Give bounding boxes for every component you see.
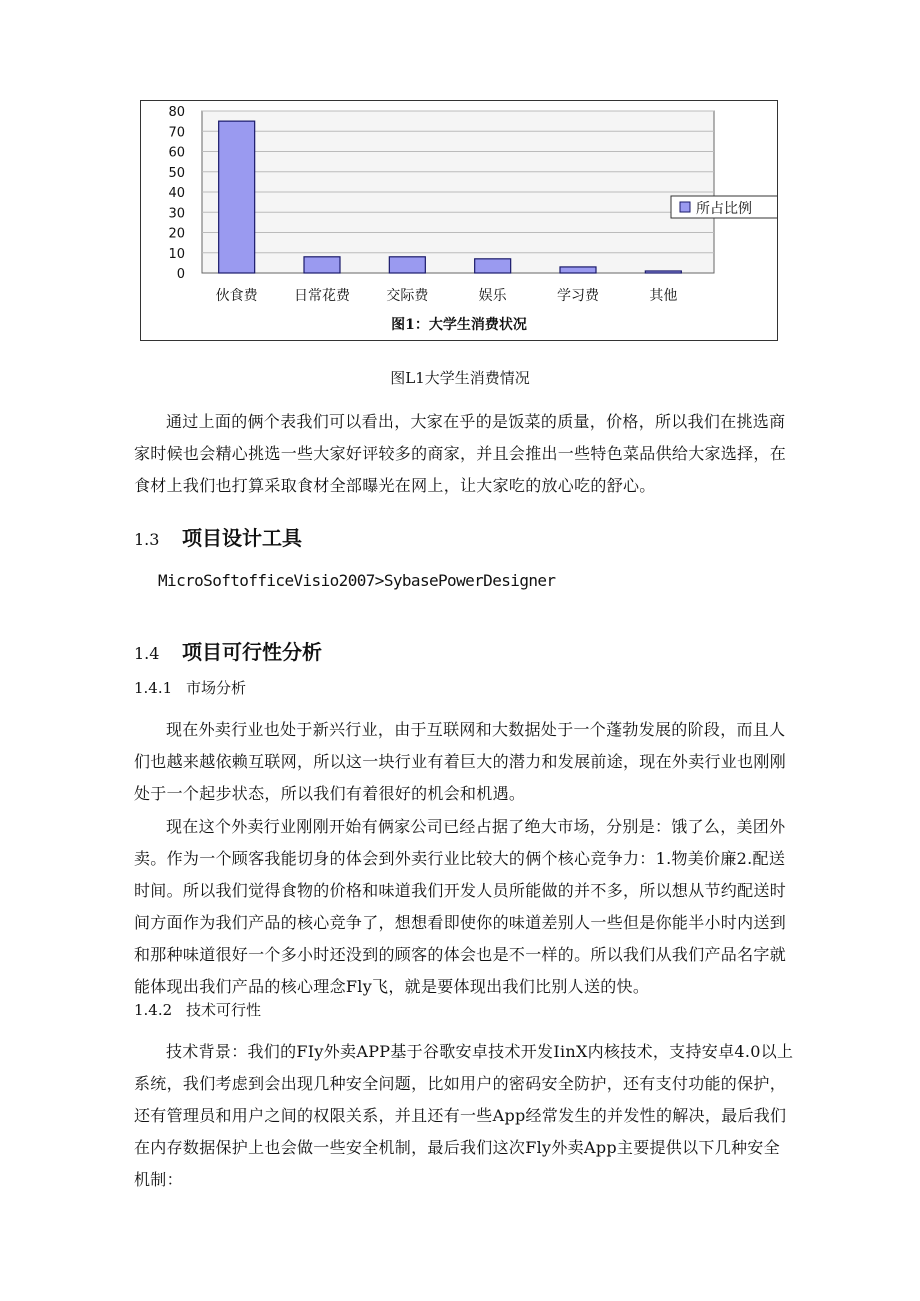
x-tick-label: 日常花费 xyxy=(294,288,350,304)
y-tick-label: 30 xyxy=(168,206,185,222)
section-heading-1-3 xyxy=(134,522,302,551)
y-tick-label: 10 xyxy=(168,246,185,262)
y-tick-label: 80 xyxy=(168,105,185,120)
x-tick-label: 其他 xyxy=(649,288,678,304)
x-tick-label: 学习费 xyxy=(557,288,599,304)
x-tick-labels xyxy=(216,287,678,304)
y-tick-label: 0 xyxy=(176,267,185,282)
x-tick-label: 娱乐 xyxy=(478,288,507,304)
subsection-heading-1-4-1 xyxy=(134,677,246,698)
subsection-heading-1-4-2 xyxy=(134,999,261,1020)
section-heading-1-4 xyxy=(134,636,322,665)
y-tick-label: 50 xyxy=(168,165,185,181)
subsection-number: 1.4.1 xyxy=(134,679,173,697)
legend xyxy=(671,196,777,218)
x-tick-label: 伙食费 xyxy=(215,288,258,304)
figure-caption: 图L1大学生消费情况 xyxy=(390,369,530,387)
bar xyxy=(389,257,425,273)
paragraph-consumer-analysis: 通过上面的俩个表我们可以看出，大家在乎的是饭菜的质量，价格，所以我们在挑选商家时候也会精心挑选一些大家好评较多的商家，并且会推出一些特色菜品供给大家选择，在食材上我们也打算采取食材全部曝光在网上，让大家吃的放心吃的舒心。 xyxy=(134,412,787,495)
legend-label: 所占比例 xyxy=(696,201,752,217)
y-tick-label: 70 xyxy=(168,125,185,141)
paragraph-market-competition: 现在这个外卖行业刚刚开始有俩家公司已经占据了绝大市场，分别是：饿了么，美团外卖。作为一个顾客我能切身的体会到外卖行业比较大的俩个核心竞争力：1.物美价廉2.配送时间。所以我们觉得食物的价格和味道我们开发人员所能做的并不多，所以想从节约配送时间方面作为我们产品的核心竞争了，想想看即使你的味道差别人一些但是你能半小时内送到和那种味道很好一个多小时还没到的顾客的体会也是不一样的。所以我们从我们产品名字就能体现出我们产品的核心理念Fly飞，就是要体现出我们比别人送的快。 xyxy=(134,817,787,996)
section-title: 项目可行性分析 xyxy=(182,640,322,664)
section-number: 1.4 xyxy=(134,644,160,663)
bar xyxy=(560,267,596,273)
y-tick-label: 60 xyxy=(168,145,185,161)
chart-figure xyxy=(140,100,778,341)
y-tick-labels xyxy=(168,105,185,282)
x-tick-label: 交际费 xyxy=(386,288,429,304)
legend-swatch xyxy=(680,202,690,212)
chart-title: 图1：大学生消费状况 xyxy=(391,317,527,333)
bar xyxy=(645,271,681,273)
subsection-title: 市场分析 xyxy=(186,679,247,697)
paragraph-tech-background: 技术背景：我们的FIy外卖APP基于谷歌安卓技术开发IinX内核技术，支持安卓4.0以上系统，我们考虑到会出现几种安全问题，比如用户的密码安全防护，还有支付功能的保护，还有管理员和用户之间的权限关系，并且还有一些App经常发生的并发性的解决，最后我们在内存数据保护上也会做一些安全机制，最后我们这次Fly外卖App主要提供以下几种安全机制： xyxy=(134,1042,794,1189)
y-tick-label: 20 xyxy=(168,226,185,242)
y-tick-label: 40 xyxy=(168,186,185,201)
bar xyxy=(304,257,340,273)
bar-chart xyxy=(141,101,777,340)
subsection-title: 技术可行性 xyxy=(186,1001,262,1019)
section-number: 1.3 xyxy=(134,530,160,549)
bar xyxy=(219,121,255,273)
bar xyxy=(475,259,511,273)
subsection-number: 1.4.2 xyxy=(134,1001,173,1019)
paragraph-market-intro: 现在外卖行业也处于新兴行业，由于互联网和大数据处于一个蓬勃发展的阶段，而且人们也越来越依赖互联网，所以这一块行业有着巨大的潜力和发展前途，现在外卖行业也刚刚处于一个起步状态，所以我们有着很好的机会和机遇。 xyxy=(134,720,787,803)
section-title: 项目设计工具 xyxy=(182,526,302,550)
design-tools-text: MicroSoftofficeVisio2007>SybasePowerDesigner xyxy=(158,571,556,590)
